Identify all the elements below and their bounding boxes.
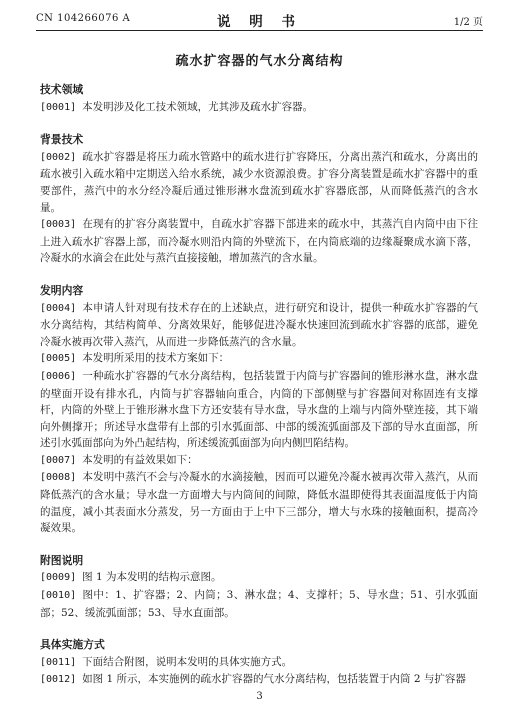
paragraph-text: 本发明中蒸汽不会与冷凝水的水滴接触，因而可以避免冷凝水被再次带入蒸汽，从而降低蒸汽的含水量；导水盘一方面增大与内筒间的间隙，降低水温即使得其表面温度低于内筒的温度，减小其表面水分蒸发，另一方面由于上中下三部分，增大与水珠的接触面积，提高冷凝效果。 [40,471,478,535]
paragraph-text: 图中：1、扩容器；2、内筒；3、淋水盘；4、支撑杆；5、导水盘；51、引水弧面部；52、缓流弧面部；53、导水直面部。 [40,589,478,619]
paragraph [40,368,478,452]
paragraph-text: 本发明所采用的技术方案如下： [82,352,230,365]
header-rule [36,30,483,31]
paragraph [40,469,478,536]
paragraph [40,350,478,368]
invention-title: 疏水扩容器的气水分离结构 [175,54,344,69]
paragraph-text: 下面结合附图，说明本发明的具体实施方式。 [82,655,293,668]
paragraph-number: [0003] [40,219,77,231]
paragraph [40,452,478,470]
paragraph-number: [0011] [40,656,77,668]
paragraph-number: [0008] [40,472,77,484]
paragraph-number: [0007] [40,454,77,466]
paragraph-text: 本发明的有益效果如下： [82,453,198,466]
paragraph-number: [0005] [40,353,77,365]
section-heading: 技术领域 [40,83,84,96]
document-type-title: 说 明 书 [217,14,302,30]
paragraph-number: [0002] [40,151,77,163]
paragraph [40,300,478,351]
paragraph-number: [0004] [40,302,77,314]
paragraph-text: 如图 1 所示，本实施例的疏水扩容器的气水分离结构，包括装置于内筒 2 与扩容器 [82,673,466,686]
page-number: 3 [256,691,263,702]
paragraph [40,216,478,267]
section-heading: 具体实施方式 [40,638,105,652]
paragraph-text: 一种疏水扩容器的气水分离结构，包括装置于内筒与扩容器间的锥形淋水盘，淋水盘的壁面开设有排水孔，内筒与扩容器轴向重合，内筒的下部侧壁与扩容器间对称固连有支撑杆，内筒的外壁上于锥形淋水盘下方还安装有导水盘，导水盘的上端与内筒外壁连接，其下端向外侧撑开；所述导水盘带有上部的引水弧面部、中部的缓流弧面部及下部的导水直面部，所述引水弧面部向为外凸起结构，所述缓流弧面部为向内侧凹陷结构。 [40,369,478,450]
page-indicator: 1/2 页 [453,17,483,28]
paragraph-number: [0009] [40,572,77,584]
paragraph-text: 本申请人针对现有技术存在的上述缺点，进行研究和设计，提供一种疏水扩容器的气水分离结构，其结构简单、分离效果好，能够促进冷凝水快速回流到疏水扩容器的底部，避免冷凝水被再次带入蒸汽，从而进一步降低蒸汽的含水量。 [40,301,478,348]
section-heading: 发明内容 [40,283,84,297]
paragraph-number: [0010] [40,590,77,602]
paragraph [40,149,478,216]
paragraph-text: 本发明涉及化工技术领域，尤其涉及疏水扩容器。 [82,100,314,113]
page-header [36,10,483,30]
paragraph-text: 图 1 为本发明的结构示意图。 [82,571,222,584]
paragraph-number: [0006] [40,370,77,382]
paragraph [40,654,478,672]
paragraph-text: 疏水扩容器是将压力疏水管路中的疏水进行扩容降压，分离出蒸汽和疏水，分离出的疏水被引入疏水箱中定期送入给水系统，减少水资源浪费。扩容分离装置是疏水扩容器中的重要部件，蒸汽中的水分经冷凝后通过锥形淋水盘流到疏水扩容器底部，从而降低蒸汽的含水量。 [40,150,478,214]
paragraph [40,671,478,689]
publication-number: CN 104266076 A [36,13,131,24]
paragraph [40,99,478,117]
document-body [40,82,478,689]
paragraph-number: [0001] [40,101,77,113]
section-heading: 附图说明 [40,553,84,567]
paragraph [40,569,478,587]
paragraph [40,587,478,621]
paragraph-text: 在现有的扩容分离装置中，自疏水扩容器下部进来的疏水中，其蒸汽自内筒中由下往上进入疏水扩容器上部，而冷凝水则沿内筒的外壁流下，在内筒底端的边缘凝聚成水滴下落，冷凝水的水滴会在此处与蒸汽直接接触，增加蒸汽的含水量。 [40,218,478,265]
section-heading: 背景技术 [40,133,84,147]
paragraph-number: [0012] [40,674,77,686]
